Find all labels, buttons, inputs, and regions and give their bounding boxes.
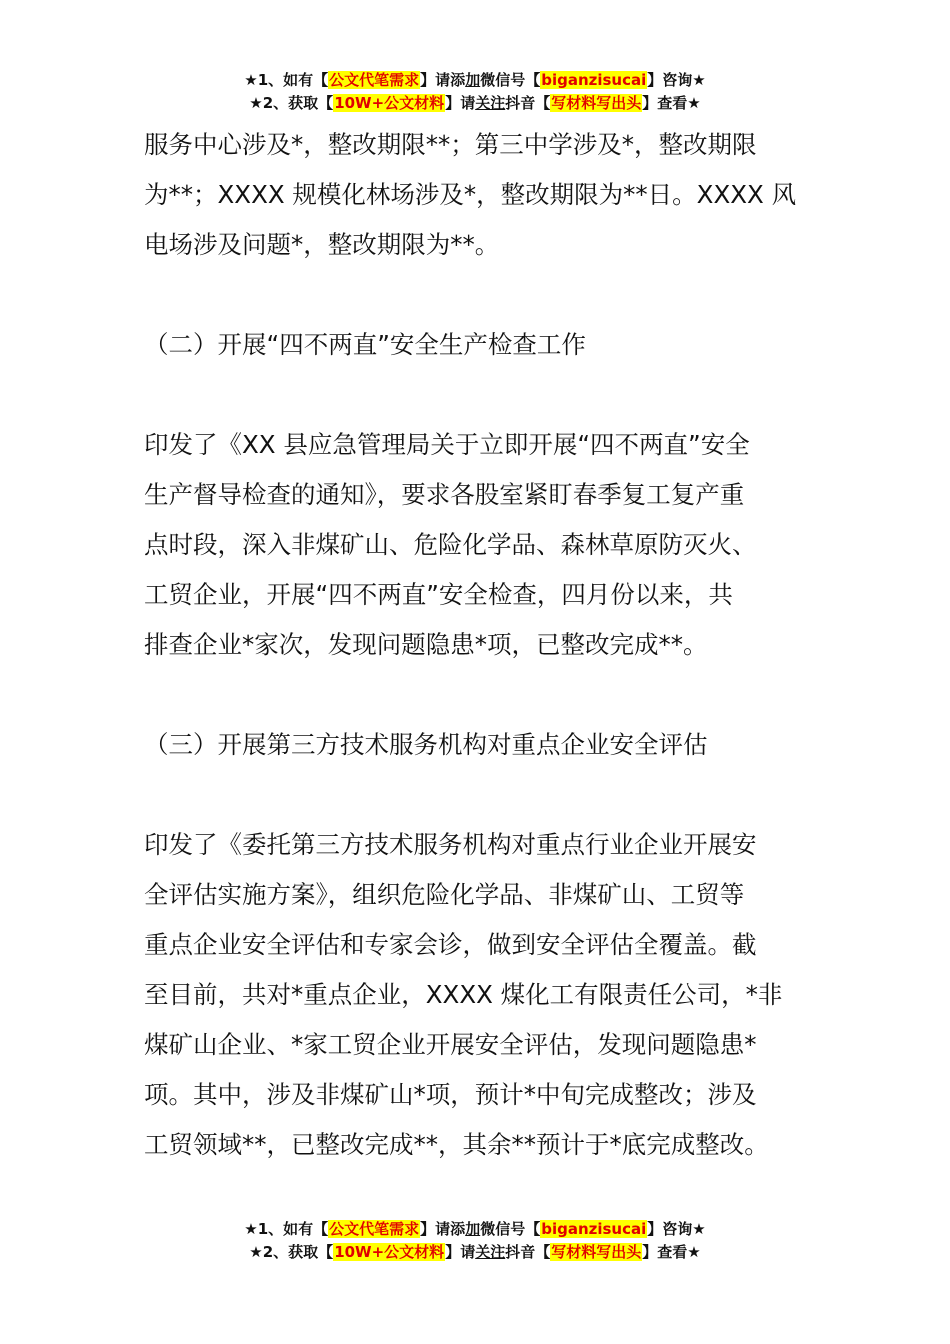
banner-line-2 bbox=[0, 92, 950, 115]
banner-text: 抖音【 bbox=[505, 1243, 551, 1261]
banner-highlight: 写材料写出头 bbox=[551, 1243, 642, 1261]
banner-text: 】请 bbox=[445, 1243, 476, 1261]
banner-underlined: 关注 bbox=[475, 1243, 506, 1261]
banner-text: ★1、如有【 bbox=[244, 71, 329, 89]
banner-text: 抖音【 bbox=[505, 94, 551, 112]
paragraph-line: 排查企业*家次，发现问题隐患*项，已整改完成**。 bbox=[144, 630, 708, 659]
banner-text: ★2、获取【 bbox=[249, 94, 334, 112]
paragraph-line: 电场涉及问题*，整改期限为**。 bbox=[144, 230, 500, 259]
paragraph-line: 至目前，共对*重点企业，XXXX 煤化工有限责任公司，*非 bbox=[144, 980, 783, 1009]
banner-underlined: 加 bbox=[465, 1220, 481, 1238]
paragraph-3 bbox=[144, 820, 814, 1170]
banner-line-2 bbox=[0, 1241, 950, 1264]
banner-text: 微信号【 bbox=[480, 71, 541, 89]
paragraph-2 bbox=[144, 420, 814, 670]
paragraph-line: 印发了《XX 县应急管理局关于立即开展“四不两直”安全 bbox=[144, 430, 750, 459]
paragraph-line: 项。其中，涉及非煤矿山*项，预计*中旬完成整改；涉及 bbox=[144, 1080, 757, 1109]
banner-text: 】查看★ bbox=[642, 1243, 701, 1261]
banner-text: 】请 bbox=[445, 94, 476, 112]
banner-underlined: 关注 bbox=[475, 94, 506, 112]
paragraph-line: 全评估实施方案》，组织危险化学品、非煤矿山、工贸等 bbox=[144, 880, 745, 909]
banner-text: 】咨询★ bbox=[647, 71, 706, 89]
paragraph-line: 服务中心涉及*，整改期限**；第三中学涉及*，整改期限 bbox=[144, 130, 757, 159]
paragraph-line: 印发了《委托第三方技术服务机构对重点行业企业开展安 bbox=[144, 830, 757, 859]
banner-highlight: 公文代笔需求 bbox=[329, 1220, 420, 1238]
section-heading-3: （三）开展第三方技术服务机构对重点企业安全评估 bbox=[144, 730, 708, 759]
banner-highlight: 10W+公文材料 bbox=[334, 1243, 445, 1261]
banner-text: 】请添 bbox=[420, 71, 466, 89]
banner-text: 微信号【 bbox=[480, 1220, 541, 1238]
banner-line-1 bbox=[0, 1218, 950, 1241]
paragraph-line: 工贸领域**，已整改完成**，其余**预计于*底完成整改。 bbox=[144, 1130, 769, 1159]
banner-highlight: 公文代笔需求 bbox=[329, 71, 420, 89]
banner-text: 】咨询★ bbox=[647, 1220, 706, 1238]
paragraph-line: 重点企业安全评估和专家会诊，做到安全评估全覆盖。截 bbox=[144, 930, 757, 959]
paragraph-line: 煤矿山企业、*家工贸企业开展安全评估，发现问题隐患* bbox=[144, 1030, 757, 1059]
paragraph-line: 为**；XXXX 规模化林场涉及*，整改期限为**日。XXXX 风 bbox=[144, 180, 797, 209]
banner-text: 】请添 bbox=[420, 1220, 466, 1238]
paragraph-line: 工贸企业，开展“四不两直”安全检查，四月份以来，共 bbox=[144, 580, 733, 609]
document-body bbox=[144, 120, 814, 1170]
banner-highlight: 10W+公文材料 bbox=[334, 94, 445, 112]
banner-highlight: 写材料写出头 bbox=[551, 94, 642, 112]
paragraph-1 bbox=[144, 120, 814, 270]
banner-wechat-id: biganzisucai bbox=[541, 71, 647, 89]
header-banner bbox=[0, 69, 950, 115]
banner-text: 】查看★ bbox=[642, 94, 701, 112]
banner-text: ★1、如有【 bbox=[244, 1220, 329, 1238]
section-heading-2: （二）开展“四不两直”安全生产检查工作 bbox=[144, 330, 586, 359]
paragraph-line: 点时段，深入非煤矿山、危险化学品、森林草原防灭火、 bbox=[144, 530, 757, 559]
banner-underlined: 加 bbox=[465, 71, 481, 89]
banner-text: ★2、获取【 bbox=[249, 1243, 334, 1261]
paragraph-line: 生产督导检查的通知》，要求各股室紧盯春季复工复产重 bbox=[144, 480, 745, 509]
banner-wechat-id: biganzisucai bbox=[541, 1220, 647, 1238]
banner-line-1 bbox=[0, 69, 950, 92]
footer-banner bbox=[0, 1218, 950, 1264]
